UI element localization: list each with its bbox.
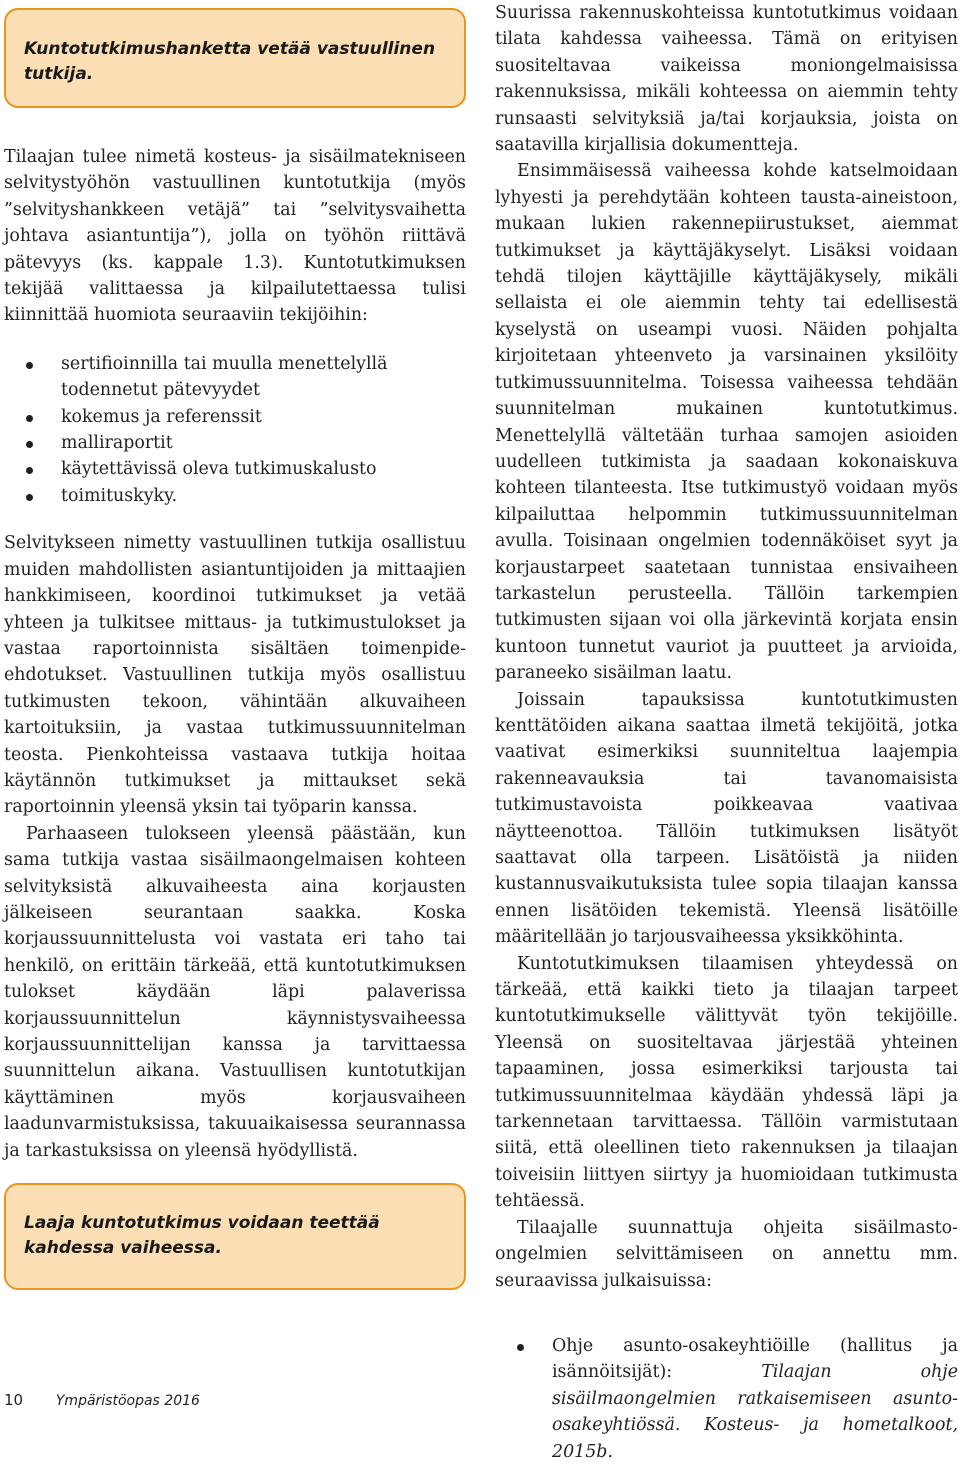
publication-list xyxy=(495,1333,958,1465)
list-item: toimituskyky. xyxy=(4,483,466,509)
left-column xyxy=(4,0,466,1290)
callout-box-two-phase xyxy=(4,1183,466,1290)
paragraph: Selvitykseen nimetty vastuullinen tutkija osallistuu muiden mahdollisten asiantuntijoiden ja mittaajien hankkimiseen, koordinoi tutkimukset ja vetää yhteen ja tulkitsee mittaus- ja tutkimustulokset ja vastaa raportoinnista sisältäen toimenpide-ehdotukset. Vastuullinen tutkija myös osallistuu tutkimusten tekoon, vähintään alkuvaiheen kartoituksiin, ja vastaa tutkimussuunnitelman teosta. Pienkohteissa vastaava tutkija hoitaa käytännön tutkimukset ja mittaukset sekä raportoinnin yleensä yksin tai työparin kanssa. xyxy=(4,533,466,818)
list-item: käytettävissä oleva tutkimuskalusto xyxy=(4,456,466,482)
publication-title: Tilaajan ohje sisäilmaongelmien ratkaisemiseen asunto-osakeyhtiössä. Kosteus- ja hometalkoot, 2015b. xyxy=(552,1362,958,1462)
bullet-icon xyxy=(26,362,33,369)
list-item: kokemus ja referenssit xyxy=(4,404,466,430)
bullet-icon xyxy=(517,1344,524,1351)
bullet-icon xyxy=(26,467,33,474)
publication-name: Ympäristöopas 2016 xyxy=(55,1393,200,1409)
right-column xyxy=(495,0,958,1465)
list-item: sertifioinnilla tai muulla menettelyllä todennetut pätevyydet xyxy=(4,351,466,404)
paragraph: Ensimmäisessä vaiheessa kohde katselmoidaan lyhyesti ja perehdytään kohteen tausta-aineistoon, mukaan lukien rakennepiirustukset, aiemmat tutkimukset ja käyttäjäkyselyt. Lisäksi voidaan tehdä tilojen käyttäjille käyttäjäkysely, mikäli sellaista ei ole aiemmin tehty tai edellisestä kyselystä on useampi vuosi. Näiden pohjalta kirjoitetaan yhteenveto ja varsinainen yksilöity tutkimussuunnitelma. Toisessa vaiheessa tehdään suunnitelman mukainen kuntotutkimus. Menettelyllä vältetään turhaa samojen asioiden uudelleen tutkimista ja saadaan kokonaiskuva kohteen tilanteesta. Itse tutkimustyö voidaan myös kilpailuttaa helpommin tutkimussuunnitelman avulla. Toisinaan ongelmien todennäköiset syyt ja korjaustarpeet saatetaan tunnistaa ensivaiheen tarkastelun perusteella. Tällöin tarkempien tutkimusten sijaan voi olla järkevintä korjata ensin kuntoon tunnetut vauriot ja puutteet ja arvioida, paraneeko sisäilman laatu. xyxy=(495,161,958,684)
paragraph: Tilaajalle suunnattuja ohjeita sisäilmasto-ongelmien selvittämiseen on annettu mm. seuraavissa julkaisuissa: xyxy=(495,1217,958,1291)
paragraph: Tilaajan tulee nimetä kosteus- ja sisäilmatekniseen selvitystyöhön vastuullinen kuntotutkija (myös ”selvityshankkeen vetäjä” tai ”selvitysvaihetta johtava asiantuntija”), jolla on työhön riittävä pätevyys (ks. kappale 1.3). Kuntotutkimuksen tekijää valittaessa ja kilpailutettaessa tulisi kiinnittää huomiota seuraaviin tekijöihin: xyxy=(4,147,466,326)
list-item: malliraportit xyxy=(4,430,466,456)
bullet-icon xyxy=(26,494,33,501)
paragraph: Parhaaseen tulokseen yleensä päästään, kun sama tutkija vastaa sisäilmaongelmaisen kohteen selvityksistä alkuvaiheesta aina korjausten jälkeiseen seurantaan saakka. Koska korjaussuunnittelusta voi vastata eri taho tai henkilö, on erittäin tärkeää, että kuntotutkimuksen tulokset käydään läpi palaverissa korjaussuunnittelun käynnistysvaiheessa korjaussuunnittelijan kanssa ja tarvittaessa suunnittelun aikana. Vastuullisen kuntotutkijan käyttäminen myös korjausvaiheen laadunvarmistuksissa, takuuaikaisessa seurannassa ja tarkastuksissa on yleensä hyödyllistä. xyxy=(4,823,466,1161)
paragraph: Kuntotutkimuksen tilaamisen yhteydessä on tärkeää, että kaikki tieto ja tilaajan tarpeet kuntotutkimukselle välittyvät työn tekijöille. Yleensä on suositeltavaa järjestää yhteinen tapaaminen, jossa esimerkiksi tarjousta tai tutkimussuunnitelmaa käydään yhdessä läpi ja tarkennetaan tarvittaessa. Tällöin varmistutaan siitä, että oleellinen tieto rakennuksen ja tilaajan toiveisiin liittyen siirtyy ja huomioidaan tutkimusta tehtäessä. xyxy=(495,953,958,1212)
paragraph: Joissain tapauksissa kuntotutkimusten kenttätöiden aikana saattaa ilmetä tekijöitä, jotka vaativat esimerkiksi suunniteltua laajempia rakenneavauksia tai tavanomaisista tutkimustavoista poikkeavaa vaativaa näytteenottoa. Tällöin tutkimuksen lisätyöt saattavat olla tarpeen. Lisätöistä ja niiden kustannusvaikutuksista tulee sopia tilaajan kanssa ennen lisätöiden tekemistä. Yleensä lisätöille määritellään jo tarjousvaiheessa yksikköhinta. xyxy=(495,689,958,948)
list-item: Ohje asunto-osakeyhtiöille (hallitus ja isännöitsijät): Tilaajan ohje sisäilmaongelmien ratkaisemiseen asunto-osakeyhtiössä. Kosteus- ja hometalkoot, 2015b. xyxy=(495,1333,958,1465)
callout-box-responsible-researcher xyxy=(4,8,466,108)
criteria-list xyxy=(4,351,466,509)
bullet-icon xyxy=(26,441,33,448)
callout-text: Laaja kuntotutkimus voidaan teettää kahdessa vaiheessa. xyxy=(24,1213,380,1258)
paragraph: Suurissa rakennuskohteissa kuntotutkimus voidaan tilata kahdessa vaiheessa. Tämä on erityisen suositeltavaa vaikeissa moniongelmaisissa rakennuksissa, mikäli kohteessa on aiemmin tehty runsaasti selvityksiä ja/tai korjauksia, joista on saatavilla kirjallisia dokumentteja. xyxy=(495,3,958,156)
bullet-icon xyxy=(26,415,33,422)
callout-text: Kuntotutkimushanketta vetää vastuullinen tutkija. xyxy=(24,39,436,84)
page-number: 10 xyxy=(4,1391,24,1409)
page-footer xyxy=(4,1390,200,1411)
